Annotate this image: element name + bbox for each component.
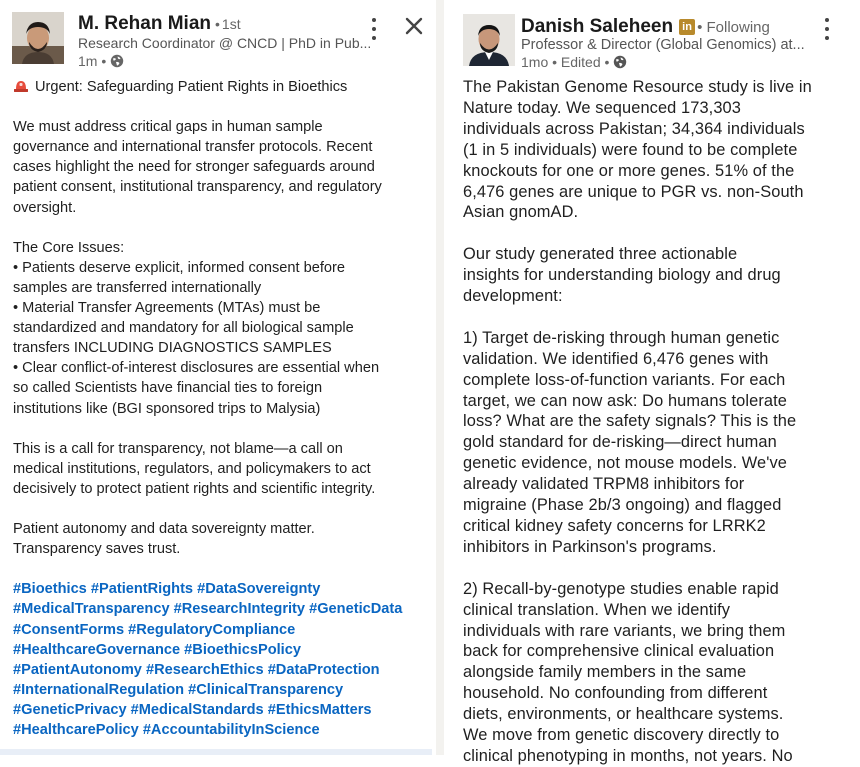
hashtag-link[interactable]: #ResearchEthics bbox=[145, 661, 264, 678]
text-line: transfers INCLUDING DIAGNOSTICS SAMPLES bbox=[13, 340, 332, 357]
globe-icon bbox=[613, 55, 627, 69]
hashtag-line bbox=[13, 599, 428, 619]
post-paragraph bbox=[13, 439, 428, 499]
hashtag-line bbox=[13, 720, 428, 740]
text-line: We must address critical gaps in human sample bbox=[13, 119, 323, 136]
hashtag-link[interactable]: #GeneticPrivacy bbox=[13, 701, 127, 718]
text-line: patient consent, institutional transparency, and regulatory bbox=[13, 179, 382, 196]
text-line: individuals across Pakistan; 34,364 individuals bbox=[463, 119, 805, 138]
text-line: development: bbox=[463, 287, 563, 306]
text-line: We move from genetic discovery directly to bbox=[463, 726, 780, 745]
avatar-photo-icon bbox=[463, 14, 515, 66]
author-headline: Professor & Director (Global Genomics) at... bbox=[521, 37, 805, 53]
text-line: oversight. bbox=[13, 199, 77, 216]
text-line: Patient autonomy and data sovereignty matter. bbox=[13, 521, 315, 538]
post-paragraph bbox=[13, 238, 428, 419]
hashtag-link[interactable]: #DataProtection bbox=[267, 661, 380, 678]
globe-icon bbox=[110, 54, 124, 68]
text-line: standardized and mandatory for all biological sample bbox=[13, 320, 354, 337]
text-line: so called Scientists have financial ties to foreign bbox=[13, 380, 323, 397]
text-line: inhibitors in Parkinson's programs. bbox=[463, 537, 717, 556]
right-post-header bbox=[448, 0, 860, 72]
text-line: 2) Recall-by-genotype studies enable rapid bbox=[463, 579, 779, 598]
post-time-text: 1m • bbox=[78, 53, 107, 69]
text-line: • Clear conflict-of-interest disclosures are essential when bbox=[13, 360, 380, 377]
hashtag-link[interactable]: #MedicalTransparency bbox=[13, 601, 170, 618]
text-line: 1) Target de-risking through human genetic bbox=[463, 328, 780, 347]
hashtag-link[interactable]: #AccountabilityInScience bbox=[142, 722, 320, 738]
post-paragraph bbox=[463, 244, 858, 307]
hashtag-link[interactable]: #PatientAutonomy bbox=[13, 661, 142, 678]
hashtag-link[interactable]: #ResearchIntegrity bbox=[173, 601, 306, 618]
author-name[interactable]: M. Rehan Mian bbox=[78, 13, 212, 34]
left-post-text bbox=[13, 117, 428, 559]
author-name-row bbox=[521, 16, 770, 38]
text-line: The Pakistan Genome Resource study is live in bbox=[463, 78, 812, 96]
siren-emoji-icon bbox=[13, 78, 29, 92]
panel-divider bbox=[436, 0, 444, 755]
text-line: alongside family members in the same bbox=[463, 663, 747, 682]
post-time bbox=[78, 53, 124, 69]
text-line: Our study generated three actionable bbox=[463, 245, 738, 264]
text-line: • Patients deserve explicit, informed consent before bbox=[13, 259, 346, 276]
hashtag-link[interactable]: #PatientRights bbox=[90, 581, 194, 598]
text-line: medical institutions, regulators, and policymakers to act bbox=[13, 460, 371, 477]
linkedin-premium-icon: in bbox=[679, 19, 695, 35]
text-line: Transparency saves trust. bbox=[13, 541, 181, 558]
post-title bbox=[13, 77, 428, 97]
hashtag-link[interactable]: #GeneticData bbox=[309, 601, 403, 618]
text-line: 6,476 genes are unique to PGR vs. non-South bbox=[463, 182, 804, 201]
hashtag-link[interactable]: #BioethicsPolicy bbox=[184, 641, 301, 658]
text-line: This is a call for transparency, not blame—a call on bbox=[13, 440, 343, 457]
text-line: back for comprehensive clinical evaluation bbox=[463, 642, 775, 661]
post-paragraph bbox=[13, 519, 428, 559]
text-line: already validated TRPM8 inhibitors for bbox=[463, 475, 745, 494]
text-line: knockouts for one or more genes. 51% of the bbox=[463, 161, 795, 180]
hashtag-line bbox=[13, 660, 428, 680]
text-line: decisively to protect patient rights and scientific integrity. bbox=[13, 480, 376, 497]
hashtag-link[interactable]: #HealthcarePolicy bbox=[13, 722, 139, 738]
text-line: validation. We identified 6,476 genes with bbox=[463, 349, 769, 368]
post-time bbox=[521, 54, 627, 70]
post-time-text: 1mo • Edited • bbox=[521, 54, 610, 70]
hashtag-list bbox=[13, 579, 428, 740]
separator-dot: • bbox=[215, 16, 220, 32]
text-line: Asian gnomAD. bbox=[463, 203, 579, 222]
more-vertical-icon[interactable] bbox=[817, 18, 837, 40]
text-line: genetic evidence, not mouse models. We've bbox=[463, 454, 787, 473]
text-line: critical kidney safety concerns for LRRK2 bbox=[463, 517, 766, 535]
hashtag-line bbox=[13, 620, 428, 640]
avatar[interactable] bbox=[463, 14, 515, 66]
text-line: diets, environments, or healthcare systems. bbox=[463, 705, 784, 724]
hashtag-line bbox=[13, 700, 428, 720]
more-vertical-icon[interactable] bbox=[364, 18, 384, 40]
left-post-body bbox=[13, 77, 428, 740]
text-line: individuals with rare variants, we bring them bbox=[463, 621, 786, 640]
bottom-strip bbox=[0, 749, 432, 755]
avatar[interactable] bbox=[12, 12, 64, 64]
hashtag-line bbox=[13, 640, 428, 660]
hashtag-line bbox=[13, 579, 428, 599]
connection-degree: 1st bbox=[221, 16, 241, 32]
text-line: cases highlight the need for stronger safeguards around bbox=[13, 159, 375, 176]
right-post bbox=[448, 0, 860, 765]
text-line: loss? What are the safety signals? This is the bbox=[463, 412, 797, 431]
hashtag-link[interactable]: #MedicalStandards bbox=[130, 701, 264, 718]
post-paragraph bbox=[463, 77, 858, 223]
hashtag-link[interactable]: #DataSovereignty bbox=[197, 581, 321, 598]
hashtag-link[interactable]: #ConsentForms bbox=[13, 621, 125, 638]
post-paragraph bbox=[13, 117, 428, 217]
text-line: governance and international transfer protocols. Recent bbox=[13, 139, 373, 156]
hashtag-link[interactable]: #HealthcareGovernance bbox=[13, 641, 181, 658]
post-paragraph bbox=[463, 579, 858, 767]
author-headline: Research Coordinator @ CNCD | PhD in Pub... bbox=[78, 35, 372, 51]
close-icon[interactable] bbox=[401, 13, 427, 39]
post-paragraph bbox=[463, 328, 858, 558]
left-post bbox=[0, 0, 432, 755]
text-line: gold standard for de-risking—direct human bbox=[463, 433, 777, 452]
text-line: Nature today. We sequenced 173,303 bbox=[463, 98, 741, 117]
text-line: institutions like (BGI sponsored trips to Malysia) bbox=[13, 400, 321, 417]
hashtag-link[interactable]: #RegulatoryCompliance bbox=[128, 621, 296, 638]
text-line: clinical translation. When we identify bbox=[463, 600, 731, 619]
avatar-photo-icon bbox=[12, 12, 64, 64]
text-line: household. No confounding from different bbox=[463, 684, 768, 703]
text-line: samples are transferred internationally bbox=[13, 279, 262, 296]
text-line: clinical phenotyping in months, not years. No bbox=[463, 746, 793, 765]
hashtag-link[interactable]: #Bioethics bbox=[13, 581, 87, 598]
text-line: The Core Issues: bbox=[13, 239, 125, 256]
hashtag-link[interactable]: #ClinicalTransparency bbox=[188, 681, 344, 698]
text-line: • Material Transfer Agreements (MTAs) must be bbox=[13, 300, 321, 317]
text-line: target, we can now ask: Do humans tolerate bbox=[463, 391, 787, 410]
hashtag-link[interactable]: #InternationalRegulation bbox=[13, 681, 185, 698]
text-line: complete loss-of-function variants. For each bbox=[463, 370, 786, 389]
author-name-row bbox=[78, 13, 241, 35]
text-line: migraine (Phase 2b/3 ongoing) and flagged bbox=[463, 496, 782, 515]
right-post-body bbox=[463, 77, 858, 767]
left-post-header bbox=[0, 0, 432, 72]
hashtag-link[interactable]: #EthicsMatters bbox=[267, 701, 372, 718]
following-status[interactable]: • Following bbox=[697, 18, 770, 36]
author-name[interactable]: Danish Saleheen bbox=[521, 16, 674, 37]
text-line: (1 in 5 individuals) were found to be complete bbox=[463, 140, 798, 159]
post-title-text: Urgent: Safeguarding Patient Rights in Bioethics bbox=[35, 79, 348, 95]
text-line: insights for understanding biology and drug bbox=[463, 266, 781, 285]
hashtag-line bbox=[13, 680, 428, 700]
